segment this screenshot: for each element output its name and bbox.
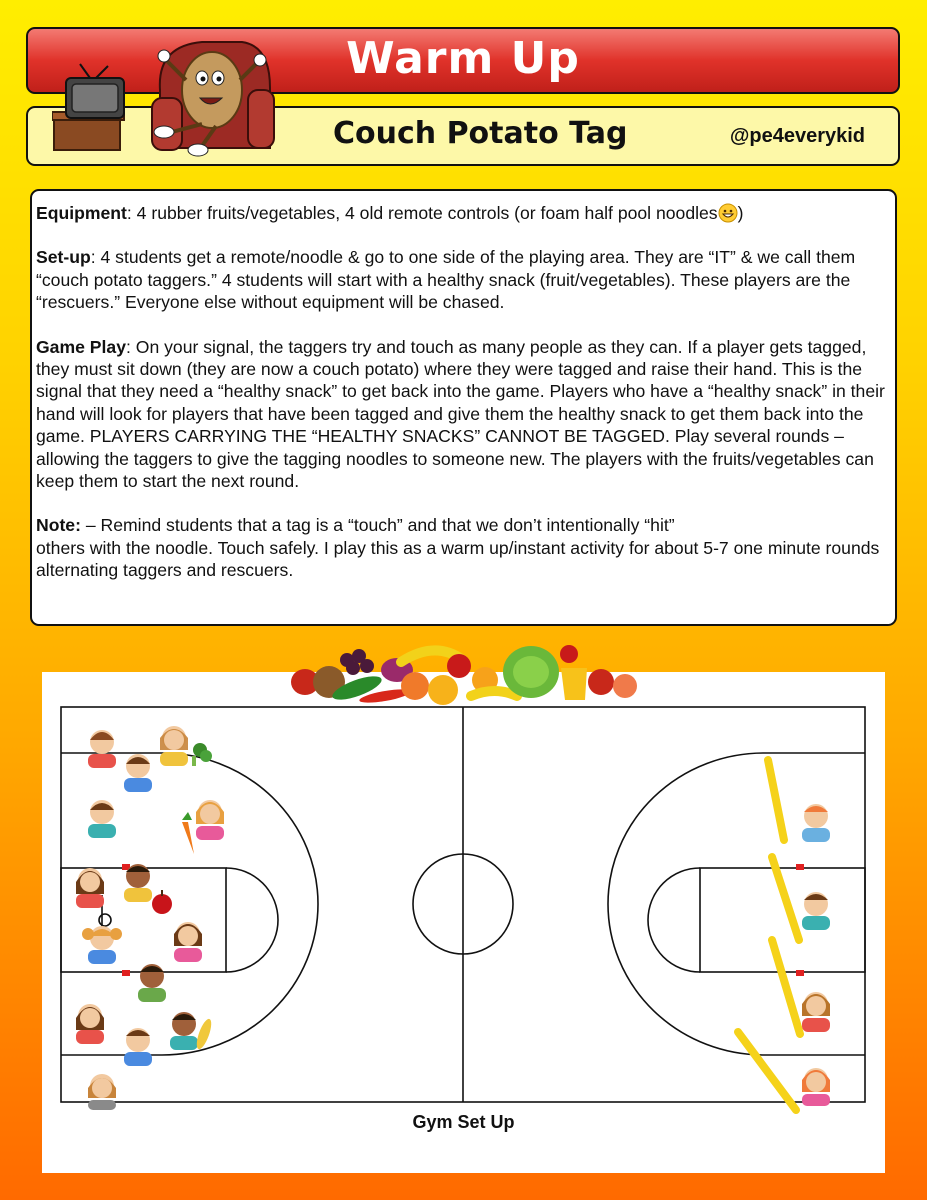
setup-label: Set-up [36, 247, 91, 268]
student-icon [76, 1004, 104, 1044]
instructions-box [30, 189, 897, 626]
gameplay-paragraph [36, 336, 887, 493]
note-line-2: others with the noodle. Touch safely. I play this as a warm up/instant activity for about 5-7 one minute rounds alternating taggers and rescuers. [36, 537, 880, 581]
noodle [772, 940, 800, 1034]
equipment-label: Equipment [36, 203, 127, 223]
student-icon [160, 726, 188, 766]
corn-icon [194, 1017, 214, 1050]
gym-diagram [42, 672, 885, 1173]
student-icon [82, 926, 122, 964]
author-handle: @pe4everykid [729, 125, 865, 147]
gameplay-label: Game Play [36, 336, 126, 357]
note-paragraph [36, 514, 887, 581]
student-icon [124, 754, 152, 792]
student-icon [88, 800, 116, 838]
left-free-throw-arc [226, 868, 278, 972]
student-icon [196, 800, 224, 840]
apple-icon [152, 890, 172, 914]
equipment-text: : 4 rubber fruits/vegetables, 4 old remote controls (or foam half pool noodles [126, 203, 718, 223]
student-icon [124, 1028, 152, 1066]
diagram-caption: Gym Set Up [412, 1112, 515, 1132]
grinning-face-icon [718, 203, 738, 223]
student-icon [802, 804, 830, 842]
student-group-left [76, 726, 224, 1110]
gameplay-text: : On your signal, the taggers try and touch as many people as they can. If a player gets tagged, they must sit down (they are now a couch potato) where they were tagged and raise their hand. This is the signal that they need a “healthy snack” to get back into the game. Players who have a “healthy snack” in their hand will look for players that have been tagged and give them the healthy snack to get them back into the game. PLAYERS CARRYING THE “HEALTHY SNACKS” CANNOT BE TAGGED. Play several rounds – allowing the taggers to give the tagging noodles to someone new. The players with the fruits/vegetables can keep them to start the next round. [36, 336, 885, 492]
student-icon [138, 964, 166, 1002]
right-free-throw-arc [648, 868, 700, 972]
carrot-icon [182, 812, 194, 854]
student-icon [802, 1068, 830, 1106]
equipment-close: ) [737, 203, 744, 223]
student-icon [802, 992, 830, 1032]
student-icon [802, 892, 830, 930]
note-line-1: – Remind students that a tag is a “touch” and that we don’t intentionally “hit” [80, 515, 675, 536]
equipment-paragraph [36, 202, 887, 224]
student-icon [76, 868, 104, 908]
fruit-vegetable-pile-illustration [285, 626, 645, 706]
noodle [738, 1032, 796, 1110]
student-icon [170, 1012, 198, 1050]
note-label: Note: [36, 515, 81, 536]
left-three-point-arc [162, 753, 318, 1055]
activity-title: Couch Potato Tag [333, 116, 628, 151]
tagger-group-right [738, 760, 830, 1110]
right-three-point-arc [608, 753, 764, 1055]
setup-paragraph [36, 246, 887, 313]
noodle [772, 857, 799, 940]
court-drawing [42, 672, 885, 1173]
student-icon [88, 730, 116, 768]
noodle [768, 760, 784, 840]
page-title: Warm Up [346, 33, 580, 84]
student-icon [124, 864, 152, 902]
couch-potato-illustration [52, 28, 277, 158]
student-icon [174, 922, 202, 962]
student-icon [88, 1074, 116, 1110]
setup-text: : 4 students get a remote/noodle & go to one side of the playing area. They are “IT” & we call them “couch potato taggers.” 4 students will start with a healthy snack (fruit/vegetables). These players are the “rescuers.” Everyone else without equipment will be chased. [36, 247, 856, 313]
broccoli-icon [192, 743, 212, 766]
